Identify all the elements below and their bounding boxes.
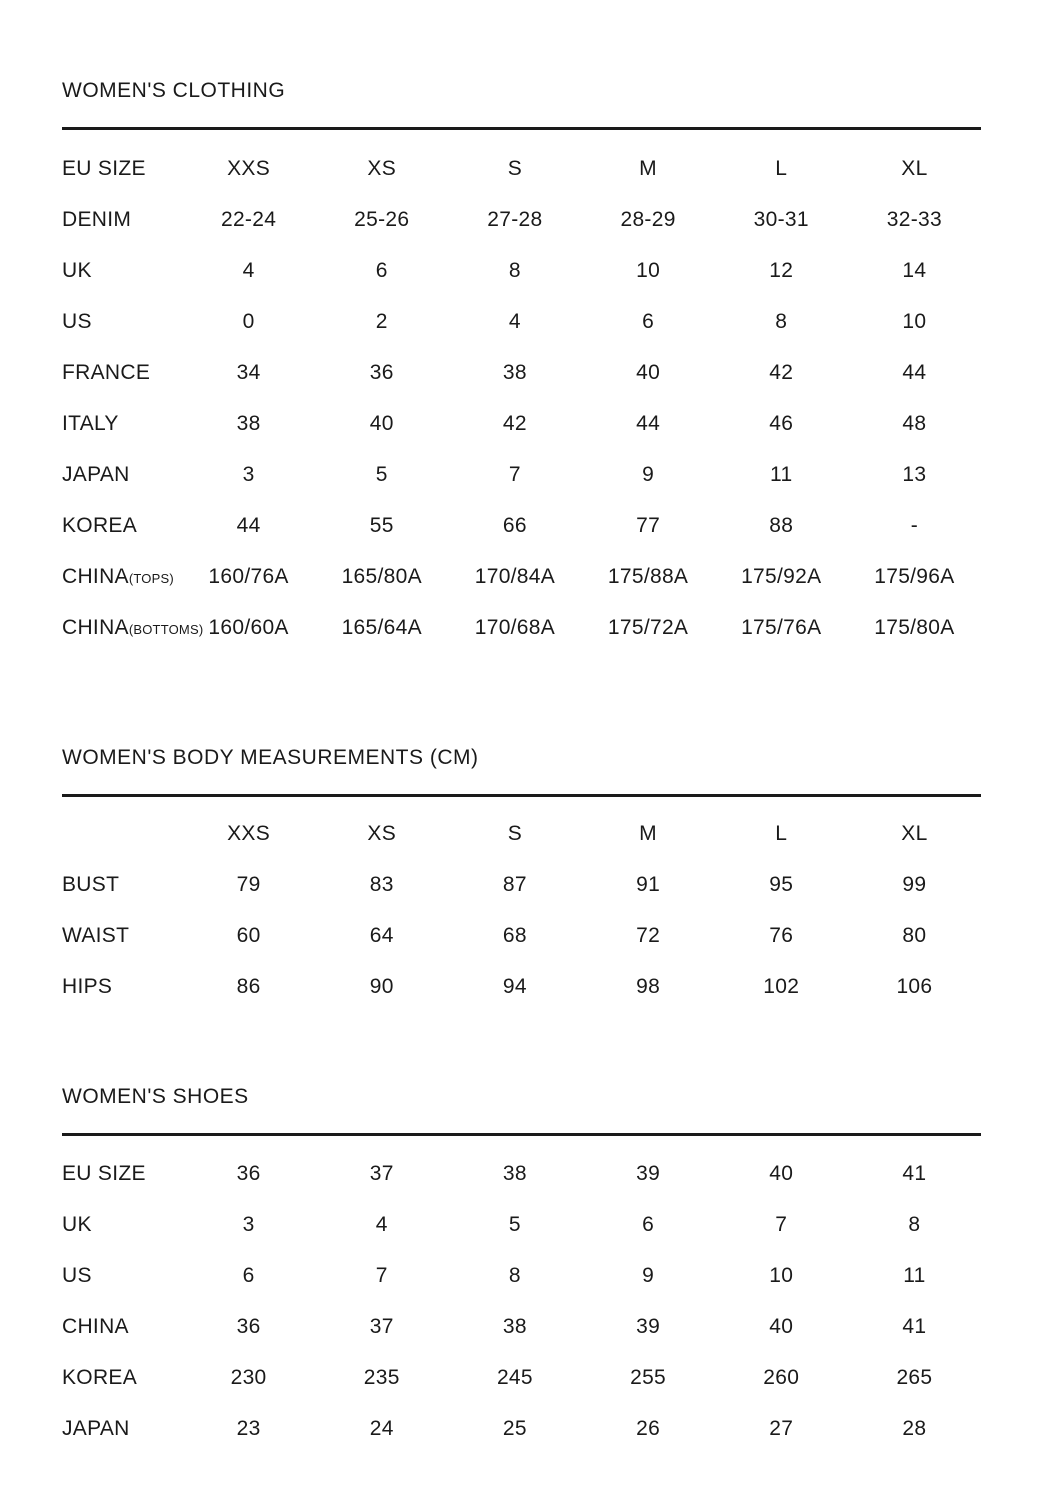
table-cell: 4 xyxy=(375,1213,388,1236)
table-cell: 46 xyxy=(769,412,794,435)
table-cell: 6 xyxy=(642,1213,655,1236)
table-cell: 38 xyxy=(502,1162,527,1185)
table-cell: 90 xyxy=(369,975,394,998)
row-label: KOREA xyxy=(62,1366,138,1389)
table-cell: 28 xyxy=(902,1417,927,1440)
table-cell: 30-31 xyxy=(753,208,809,231)
table-cell: 66 xyxy=(502,514,527,537)
table-row xyxy=(62,961,981,1012)
table-cell: 94 xyxy=(502,975,527,998)
table-cell: M xyxy=(639,157,657,180)
table-row xyxy=(62,500,981,551)
womens-body-measurements-title: WOMEN'S BODY MEASUREMENTS (CM) xyxy=(62,746,479,769)
table-cell: 34 xyxy=(236,361,261,384)
womens-shoes-title: WOMEN'S SHOES xyxy=(62,1085,249,1108)
table-cell: 32-33 xyxy=(886,208,943,231)
table-cell: 160/60A xyxy=(208,616,289,639)
row-label: BUST xyxy=(62,873,120,896)
table-cell: 160/76A xyxy=(208,565,289,588)
table-cell: 170/84A xyxy=(474,565,556,588)
table-cell: 175/92A xyxy=(741,565,822,588)
table-cell: 10 xyxy=(902,310,927,333)
table-cell: 245 xyxy=(496,1366,533,1389)
table-cell: S xyxy=(507,822,523,845)
table-cell: 40 xyxy=(369,412,394,435)
table-cell: 165/64A xyxy=(341,616,422,639)
table-cell: 9 xyxy=(642,463,655,486)
row-label: CHINA(BOTTOMS) xyxy=(62,616,204,639)
row-label: CHINA xyxy=(62,1315,129,1338)
table-cell: 25-26 xyxy=(354,208,410,231)
table-cell: 4 xyxy=(508,310,521,333)
table-cell: 170/68A xyxy=(474,616,556,639)
table-cell: 80 xyxy=(902,924,927,947)
table-cell: 37 xyxy=(369,1162,394,1185)
table-row xyxy=(62,1148,981,1199)
table-cell: 265 xyxy=(896,1366,933,1389)
table-cell: 95 xyxy=(769,873,794,896)
table-cell: 40 xyxy=(769,1315,794,1338)
table-cell: 41 xyxy=(902,1315,927,1338)
table-cell: 3 xyxy=(242,463,255,486)
table-cell: 230 xyxy=(230,1366,267,1389)
table-cell: 8 xyxy=(908,1213,921,1236)
row-label: HIPS xyxy=(62,975,113,998)
table-row xyxy=(62,1250,981,1301)
table-cell: 102 xyxy=(763,975,800,998)
table-cell: 165/80A xyxy=(341,565,422,588)
row-label: EU SIZE xyxy=(62,1162,146,1185)
table-cell: M xyxy=(639,822,657,845)
womens-clothing-table xyxy=(62,143,981,653)
table-cell: 3 xyxy=(242,1213,255,1236)
table-cell: 2 xyxy=(375,310,388,333)
table-cell: XS xyxy=(367,822,397,845)
table-cell: - xyxy=(910,514,919,537)
table-cell: 36 xyxy=(236,1315,261,1338)
table-cell: 40 xyxy=(769,1162,794,1185)
table-cell: 98 xyxy=(636,975,661,998)
table-cell: 41 xyxy=(902,1162,927,1185)
table-cell: 42 xyxy=(769,361,794,384)
table-row xyxy=(62,347,981,398)
table-cell: 5 xyxy=(375,463,388,486)
divider-line xyxy=(62,1133,981,1136)
table-row xyxy=(62,449,981,500)
table-cell: 260 xyxy=(763,1366,800,1389)
row-label: ITALY xyxy=(62,412,119,435)
divider-line xyxy=(62,127,981,130)
table-cell: XS xyxy=(367,157,397,180)
table-cell: 175/76A xyxy=(741,616,822,639)
table-row xyxy=(62,1301,981,1352)
table-cell: XXS xyxy=(227,157,271,180)
row-label: FRANCE xyxy=(62,361,151,384)
womens-clothing-title: WOMEN'S CLOTHING xyxy=(62,79,286,102)
womens-body-measurements-table xyxy=(62,808,981,1012)
table-cell: 44 xyxy=(902,361,927,384)
row-label: JAPAN xyxy=(62,463,130,486)
table-cell: 38 xyxy=(502,361,527,384)
womens-shoes-table xyxy=(62,1148,981,1454)
table-row xyxy=(62,296,981,347)
table-cell: 39 xyxy=(636,1315,661,1338)
row-label: US xyxy=(62,1264,92,1287)
divider-line xyxy=(62,794,981,797)
table-cell: 72 xyxy=(636,924,661,947)
table-cell: 4 xyxy=(242,259,255,282)
row-label: JAPAN xyxy=(62,1417,130,1440)
table-cell: 6 xyxy=(242,1264,255,1287)
table-cell: S xyxy=(507,157,523,180)
table-cell: 13 xyxy=(902,463,927,486)
table-cell: 36 xyxy=(369,361,394,384)
table-cell: 175/72A xyxy=(607,616,689,639)
table-cell: 8 xyxy=(508,259,521,282)
table-cell: 175/80A xyxy=(874,616,955,639)
table-cell: 10 xyxy=(769,1264,794,1287)
row-label-suffix: (TOPS) xyxy=(128,571,174,586)
table-cell: 27 xyxy=(769,1417,794,1440)
row-label: UK xyxy=(62,1213,92,1236)
table-cell: 36 xyxy=(236,1162,261,1185)
row-label: EU SIZE xyxy=(62,157,146,180)
row-label-suffix: (BOTTOMS) xyxy=(128,622,204,637)
row-label: KOREA xyxy=(62,514,138,537)
table-cell: 87 xyxy=(502,873,527,896)
table-cell: 255 xyxy=(630,1366,667,1389)
table-row xyxy=(62,398,981,449)
table-cell: 40 xyxy=(636,361,661,384)
table-cell: 8 xyxy=(508,1264,521,1287)
table-cell: 64 xyxy=(369,924,394,947)
table-cell: 23 xyxy=(236,1417,261,1440)
table-cell: L xyxy=(775,822,788,845)
table-cell: 106 xyxy=(896,975,933,998)
section-womens-clothing xyxy=(62,80,981,653)
table-cell: 44 xyxy=(236,514,261,537)
table-cell: 10 xyxy=(636,259,661,282)
row-label: CHINA(TOPS) xyxy=(62,565,174,588)
table-cell: 0 xyxy=(242,310,255,333)
table-cell: 6 xyxy=(375,259,388,282)
row-label: WAIST xyxy=(62,924,130,947)
table-cell: 68 xyxy=(502,924,527,947)
table-row xyxy=(62,1352,981,1403)
section-womens-shoes xyxy=(62,1086,981,1454)
table-cell: 77 xyxy=(636,514,661,537)
table-cell: 79 xyxy=(236,873,261,896)
table-cell: L xyxy=(775,157,788,180)
table-cell: 60 xyxy=(236,924,261,947)
table-cell: 24 xyxy=(369,1417,394,1440)
table-cell: 11 xyxy=(903,1264,926,1287)
table-row xyxy=(62,1199,981,1250)
table-cell: 7 xyxy=(375,1264,388,1287)
table-cell: 6 xyxy=(642,310,655,333)
table-cell: 26 xyxy=(636,1417,661,1440)
table-cell: 27-28 xyxy=(487,208,543,231)
table-cell: 76 xyxy=(769,924,794,947)
table-cell: 42 xyxy=(502,412,527,435)
table-cell: 38 xyxy=(236,412,261,435)
table-row xyxy=(62,602,981,653)
table-cell: 11 xyxy=(770,463,793,486)
table-cell: 44 xyxy=(636,412,661,435)
table-cell: 7 xyxy=(775,1213,788,1236)
table-cell: 7 xyxy=(508,463,521,486)
table-cell: 83 xyxy=(369,873,394,896)
table-cell: 28-29 xyxy=(620,208,676,231)
table-cell: 175/88A xyxy=(607,565,689,588)
table-cell: XL xyxy=(901,822,928,845)
table-row xyxy=(62,808,981,859)
table-cell: 9 xyxy=(642,1264,655,1287)
table-cell: 86 xyxy=(236,975,261,998)
table-cell: 55 xyxy=(369,514,394,537)
table-cell: 99 xyxy=(902,873,927,896)
table-row xyxy=(62,143,981,194)
table-row xyxy=(62,1403,981,1454)
table-row xyxy=(62,245,981,296)
row-label: DENIM xyxy=(62,208,132,231)
row-label: UK xyxy=(62,259,92,282)
table-cell: 5 xyxy=(508,1213,521,1236)
table-cell: 39 xyxy=(636,1162,661,1185)
table-row xyxy=(62,194,981,245)
section-womens-body-measurements xyxy=(62,747,981,1012)
table-cell: 37 xyxy=(369,1315,394,1338)
table-cell: 91 xyxy=(636,873,661,896)
table-cell: XL xyxy=(901,157,928,180)
row-label: US xyxy=(62,310,92,333)
table-cell: 88 xyxy=(769,514,794,537)
table-cell: 25 xyxy=(502,1417,527,1440)
table-row xyxy=(62,859,981,910)
table-cell: 14 xyxy=(902,259,927,282)
table-row xyxy=(62,910,981,961)
table-cell: 235 xyxy=(363,1366,400,1389)
table-cell: 22-24 xyxy=(220,208,277,231)
table-cell: 175/96A xyxy=(874,565,955,588)
table-cell: XXS xyxy=(227,822,271,845)
table-cell: 38 xyxy=(502,1315,527,1338)
table-cell: 12 xyxy=(769,259,794,282)
table-cell: 48 xyxy=(902,412,927,435)
table-cell: 8 xyxy=(775,310,788,333)
table-row xyxy=(62,551,981,602)
